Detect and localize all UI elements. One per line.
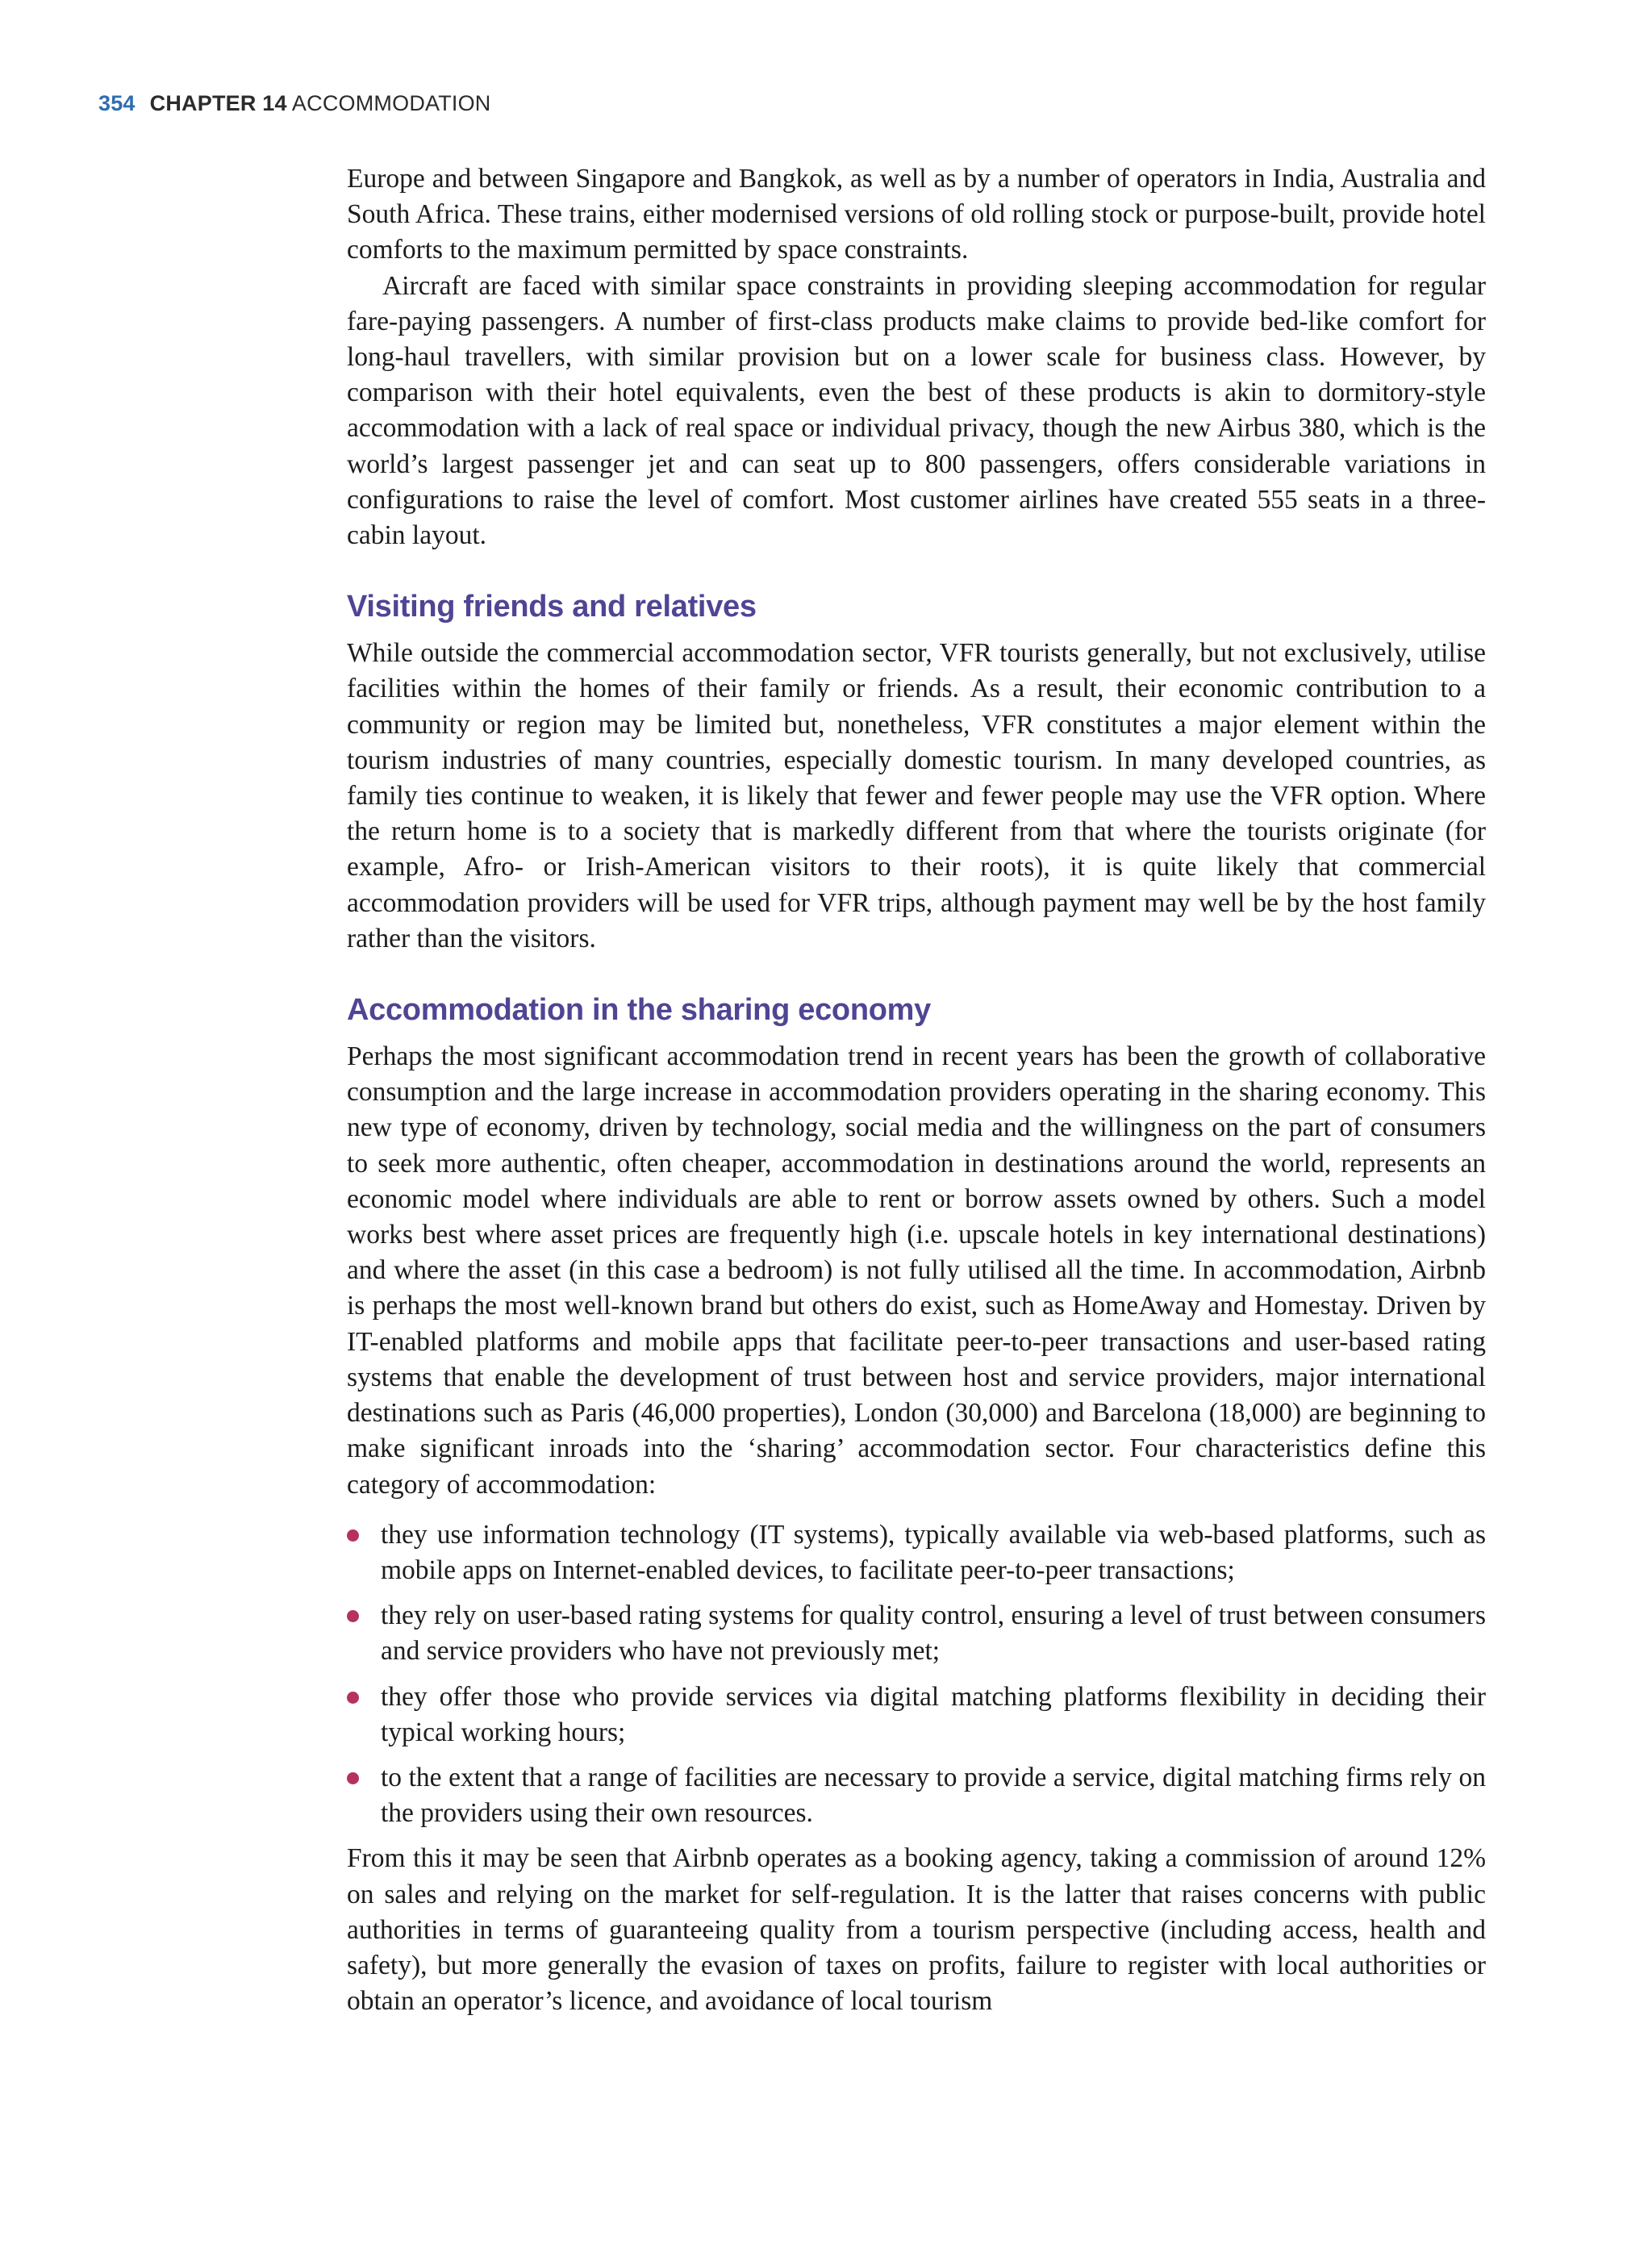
page-number: 354	[98, 91, 136, 115]
paragraph-trains: Europe and between Singapore and Bangkok, as well as by a number of operators in India, Australia and South Africa. These trains, either modernised versions of old rolling stock or purpose-built, provide hotel comforts to the maximum permitted by space constraints.	[347, 164, 1486, 265]
bullet-dot-icon	[347, 1772, 359, 1784]
bullet-dot-icon	[347, 1610, 359, 1622]
list-item	[347, 1517, 1486, 1588]
characteristics-list	[347, 1517, 1486, 1832]
list-item	[347, 1598, 1486, 1669]
list-item-text: they offer those who provide services via digital matching platforms flexibility in deciding their typical working hours;	[381, 1681, 1486, 1747]
page-body	[347, 161, 1486, 2019]
paragraph-vfr: While outside the commercial accommodation sector, VFR tourists generally, but not exclusively, utilise facilities within the homes of their family or friends. As a result, their economic contribution to a community or region may be limited but, nonetheless, VFR constitutes a major element within the tourism industries of many countries, especially domestic tourism. In many developed countries, as family ties continue to weaken, it is likely that fewer and fewer people may use the VFR option. Where the return home is to a society that is markedly different from that where the tourists originate (for example, Afro- or Irish-American visitors to their roots), it is quite likely that commercial accommodation providers will be used for VFR trips, although payment may well be by the host family rather than the visitors.	[347, 638, 1486, 953]
list-item	[347, 1680, 1486, 1751]
bullet-dot-icon	[347, 1692, 359, 1704]
list-item-text: to the extent that a range of facilities are necessary to provide a service, digital matching firms rely on the providers using their own resources.	[381, 1762, 1486, 1829]
bullet-dot-icon	[347, 1529, 359, 1542]
paragraph-aircraft: Aircraft are faced with similar space constraints in providing sleeping accommodation for regular fare-paying passengers. A number of first-class products make claims to provide bed-like comfort for long-haul travellers, with similar provision but on a lower scale for business class. However, by comparison with their hotel equivalents, even the best of these products is akin to dormitory-style accommodation with a lack of real space or individual privacy, though the new Airbus 380, which is the world’s largest passenger jet and can seat up to 800 passengers, offers considerable variations in configurations to raise the level of comfort. Most customer airlines have created 555 seats in a three-cabin layout.	[347, 270, 1486, 551]
running-header	[98, 89, 491, 118]
list-item-text: they rely on user-based rating systems for quality control, ensuring a level of trust between consumers and service providers who have not previously met;	[381, 1600, 1486, 1667]
list-item	[347, 1760, 1486, 1831]
chapter-title: ACCOMMODATION	[291, 91, 491, 115]
paragraph-airbnb-regulation: From this it may be seen that Airbnb operates as a booking agency, taking a commission of around 12% on sales and relying on the market for self-regulation. It is the latter that raises concerns with public authorities in terms of guaranteeing quality from a tourism perspective (including access, health and safety), but more generally the evasion of taxes on profits, failure to register with local authorities or obtain an operator’s licence, and avoidance of local tourism	[347, 1843, 1486, 2017]
list-item-text: they use information technology (IT systems), typically available via web-based platforms, such as mobile apps on Internet-enabled devices, to facilitate peer-to-peer transactions;	[381, 1519, 1486, 1585]
section-heading-vfr: Visiting friends and relatives	[347, 590, 757, 624]
section-heading-sharing-economy: Accommodation in the sharing economy	[347, 993, 931, 1028]
paragraph-sharing-economy: Perhaps the most significant accommodation trend in recent years has been the growth of collaborative consumption and the large increase in accommodation providers operating in the sharing economy. This new type of economy, driven by technology, social media and the willingness on the part of consumers to seek more authentic, often cheaper, accommodation in destinations around the world, represents an economic model where individuals are able to rent or borrow assets owned by others. Such a model works best where asset prices are frequently high (i.e. upscale hotels in key international destinations) and where the asset (in this case a bedroom) is not fully utilised all the time. In accommodation, Airbnb is perhaps the most well-known brand but others do exist, such as HomeAway and Homestay. Driven by IT-enabled platforms and mobile apps that facilitate peer-to-peer transactions and user-based rating systems that enable the development of trust between host and service providers, major international destinations such as Paris (46,000 properties), London (30,000) and Barcelona (18,000) are beginning to make significant inroads into the ‘sharing’ accommodation sector. Four characteristics define this category of accommodation:	[347, 1041, 1486, 1500]
chapter-label: CHAPTER 14	[149, 91, 287, 115]
